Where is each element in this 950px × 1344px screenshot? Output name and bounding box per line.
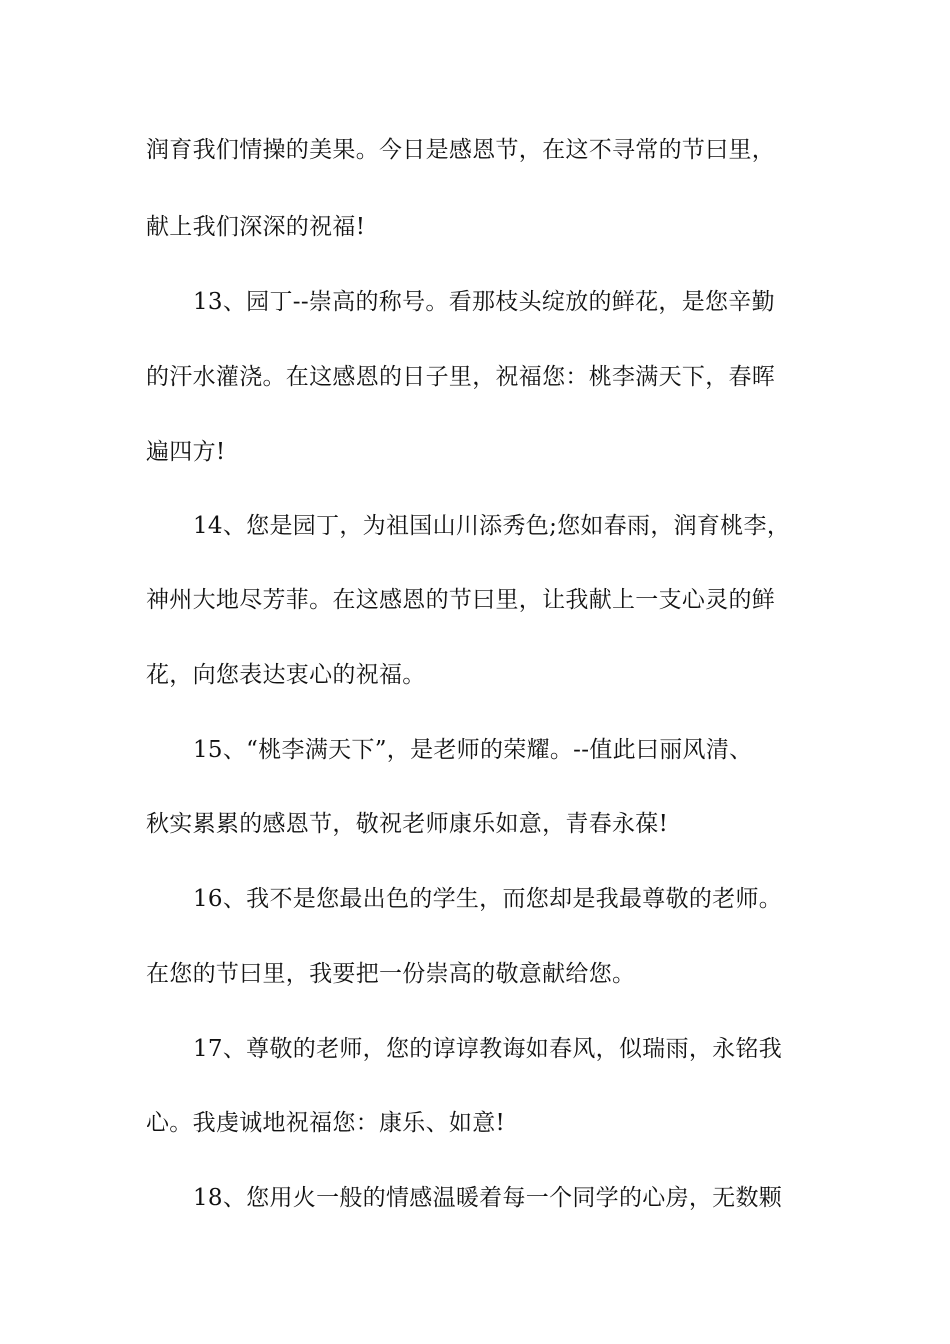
text-line: 秋实累累的感恩节，敬祝老师康乐如意，青春永葆! (146, 811, 669, 837)
text-line: 润育我们情操的美果。今日是感恩节，在这不寻常的节曰里， (146, 137, 776, 163)
text-line: 的汗水灌浇。在这感恩的日子里，祝福您：桃李满天下，春晖 (146, 364, 776, 390)
text-line: 献上我们深深的祝福! (146, 214, 366, 240)
text-line: 神州大地尽芳菲。在这感恩的节曰里，让我献上一支心灵的鲜 (146, 587, 776, 613)
paragraph-18-start: 18、您用火一般的情感温暖着每一个同学的心房，无数颗 (193, 1185, 783, 1211)
paragraph-16-start: 16、我不是您最出色的学生，而您却是我最尊敬的老师。 (193, 886, 783, 912)
text-line: 花，向您表达衷心的祝福。 (146, 662, 426, 688)
text-line: 遍四方! (146, 439, 226, 465)
text-line: 在您的节曰里，我要把一份崇高的敬意献给您。 (146, 961, 636, 987)
paragraph-15-start: 15、“桃李满天下”，是老师的荣耀。--值此曰丽风清、 (193, 737, 753, 763)
paragraph-17-start: 17、尊敬的老师，您的谆谆教诲如春风，似瑞雨，永铭我 (193, 1036, 783, 1062)
text-line: 心。我虔诚地祝福您：康乐、如意! (146, 1110, 506, 1136)
paragraph-13-start: 13、园丁--崇高的称号。看那枝头绽放的鲜花，是您辛勤 (193, 289, 775, 315)
paragraph-14-start: 14、您是园丁，为祖国山川添秀色;您如春雨，润育桃李， (193, 513, 791, 539)
